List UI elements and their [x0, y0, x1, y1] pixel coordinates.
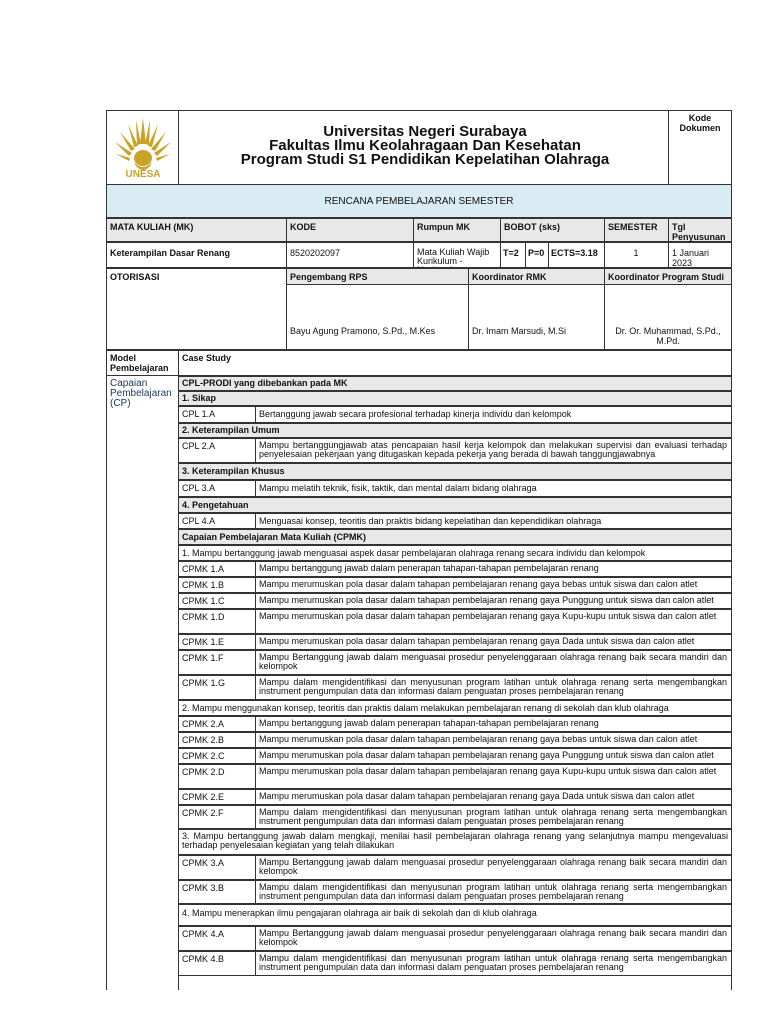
cpmk-text: Mampu merumuskan pola dasar dalam tahapan pembelajaran renang gaya Dada untuk siswa dan calon atlet: [259, 636, 695, 646]
cpmk-code: CPMK 1.E: [182, 637, 225, 647]
cp-label: Capaian Pembelajaran (CP): [110, 378, 172, 409]
cpmk-code-divider: [255, 609, 256, 634]
cpl4-text: Menguasai konsep, teoritis dan praktis bidang kepelatihan dan kependidikan olahraga: [259, 516, 602, 526]
model-value: Case Study: [182, 353, 232, 363]
cpmk-header: Capaian Pembelajaran Mata Kuliah (CPMK): [182, 532, 367, 542]
col-divider-kode: [286, 218, 287, 268]
rumpun-header: Rumpun MK: [417, 222, 470, 232]
cpmk-code-divider: [255, 716, 256, 732]
rps-title: RENCANA PEMBELAJARAN SEMESTER: [324, 196, 514, 207]
dev-label: Pengembang RPS: [290, 272, 368, 282]
course-name: Keterampilan Dasar Renang: [110, 248, 231, 258]
cpmk-text: Mampu merumuskan pola dasar dalam tahapan pembelajaran renang gaya Dada untuk siswa dan calon atlet: [259, 791, 695, 801]
cpmk-text: Mampu dalam mengidentifikasi dan menyusunan program latihan untuk olahraga renang serta mengembangkan instrument pengumpulan data dan informasi dalam penguatan proses pembelajaran renang: [259, 807, 727, 826]
prodi-label: Koordinator Program Studi: [608, 272, 725, 282]
col-divider-semester: [604, 218, 605, 268]
pengetahuan-row: [178, 497, 732, 513]
cpmk-code: CPMK 3.B: [182, 883, 225, 893]
cpmk-code-divider: [255, 805, 256, 829]
col-divider-tgl: [668, 218, 669, 268]
col-divider-p: [525, 242, 526, 268]
cpmk-code-divider: [255, 880, 256, 904]
bobot-t: T=2: [503, 248, 519, 258]
cpl1-code: CPL 1.A: [182, 409, 216, 419]
cpl2-text: Mampu bertanggungjawab atas pencapaian hasil kerja kelompok dan melakukan supervisi dan evaluasi terhadap penyelesaian pekerjaan yang ditugaskan kepada pekerja yang berada di bawah tanggungjawabnya: [259, 440, 727, 459]
cpmk-text: Mampu merumuskan pola dasar dalam tahapan pembelajaran renang gaya Punggung untuk siswa dan calon atlet: [259, 595, 714, 605]
university-name: Universitas Negeri Surabaya: [323, 123, 527, 140]
col-divider-bobot: [500, 218, 501, 268]
cpmk-code-divider: [255, 593, 256, 609]
cpmk-text: Mampu dalam mengidentifikasi dan menyusunan program latihan untuk olahraga renang serta mengembangkan instrument pengumpulan data dan informasi dalam penguatan proses pembelajaran renang: [259, 882, 727, 901]
authorization-label: OTORISASI: [110, 272, 160, 282]
cpmk-text: Mampu merumuskan pola dasar dalam tahapan pembelajaran renang gaya bebas untuk siswa dan calon atlet: [259, 579, 698, 589]
cpmk-code: CPMK 1.B: [182, 580, 225, 590]
header-divider-left: [178, 110, 179, 184]
cpmk-code-divider: [255, 634, 256, 650]
cpmk-code: CPMK 2.A: [182, 719, 225, 729]
sikap-row: [178, 391, 732, 406]
cpmk-code: CPMK 2.C: [182, 751, 225, 761]
course-code: 8520202097: [290, 248, 341, 258]
cpmk-code: CPMK 1.C: [182, 596, 225, 606]
kode-header: KODE: [290, 222, 317, 232]
bobot-header: BOBOT (sks): [504, 222, 561, 232]
cpmk-code-divider: [255, 926, 256, 951]
bobot-p: P=0: [528, 248, 545, 258]
coord-label: Koordinator RMK: [472, 272, 547, 282]
col-divider-rumpun: [413, 218, 414, 268]
cpmk-code-divider: [255, 764, 256, 789]
cpmk-code: CPMK 1.D: [182, 612, 225, 622]
cpmk-code-divider: [255, 650, 256, 675]
cpmk-text: Mampu merumuskan pola dasar dalam tahapan pembelajaran renang gaya Kupu-kupu untuk siswa dan calon atlet: [259, 766, 717, 776]
cpmk-code-divider: [255, 675, 256, 700]
cpl-code-divider: [255, 406, 256, 423]
cpmk-text: Mampu bertanggung jawab dalam penerapan tahapan-tahapan pembelajaran renang: [259, 563, 599, 573]
auth-divider-2: [468, 268, 469, 350]
bobot-ects: ECTS=3.18: [551, 248, 598, 258]
dev-name: Bayu Agung Pramono, S.Pd., M.Kes: [290, 326, 436, 336]
auth-divider-1: [286, 268, 287, 350]
cpmk-code: CPMK 1.F: [182, 653, 224, 663]
tgl-header: Tgl Penyusunan: [672, 222, 726, 242]
cpmk-code: CPMK 3.A: [182, 858, 225, 868]
cpl3-text: Mampu melatih teknik, fisik, taktik, dan mental dalam bidang olahraga: [259, 483, 537, 493]
cpmk-code: CPMK 2.D: [182, 767, 225, 777]
coord-name: Dr. Imam Marsudi, M.Si: [472, 326, 567, 336]
cpmk-text: Mampu merumuskan pola dasar dalam tahapan pembelajaran renang gaya Punggung untuk siswa dan calon atlet: [259, 750, 714, 760]
cpl1-text: Bertanggung jawab secara profesional terhadap kinerja individu dan kelompok: [259, 409, 572, 419]
course-semester: 1: [633, 248, 639, 258]
cpl-header: CPL-PRODI yang dibebankan pada MK: [182, 378, 348, 388]
cpmk-code-divider: [255, 789, 256, 805]
cpmk-code-divider: [255, 951, 256, 976]
cpmk-text: Mampu dalam mengidentifikasi dan menyusunan program latihan untuk olahraga renang serta mengembangkan instrument pengumpulan data dan informasi dalam penguatan proses pembelajaran renang: [259, 677, 727, 696]
prodi-name: Dr. Or. Muhammad, S.Pd., M.Pd.: [615, 326, 721, 346]
cpmk-code-divider: [255, 577, 256, 593]
cpmk-group-1: 1. Mampu bertanggung jawab menguasai aspek dasar pembelajaran olahraga renang secara individu dan kelompok: [182, 548, 646, 558]
cpl-code-divider: [255, 513, 256, 529]
umum-label: 2. Keterampilan Umum: [182, 425, 280, 435]
cpmk-code: CPMK 1.G: [182, 678, 226, 688]
cpl4-code: CPL 4.A: [182, 516, 216, 526]
logo-text: UNESA: [125, 169, 161, 180]
pengetahuan-label: 4. Pengetahuan: [182, 500, 249, 510]
faculty-name: Fakultas Ilmu Keolahragaan Dan Kesehatan: [269, 137, 581, 154]
cpmk-code: CPMK 2.B: [182, 735, 225, 745]
auth-divider-3: [604, 268, 605, 350]
cpmk-text: Mampu bertanggung jawab dalam penerapan tahapan-tahapan pembelajaran renang: [259, 718, 599, 728]
cpmk-group-4: 4. Mampu menerapkan ilmu pengajaran olahraga air baik di sekolah dan di klub olahraga: [182, 908, 537, 918]
cpmk-code-divider: [255, 748, 256, 764]
cpmk-code-divider: [255, 561, 256, 577]
course-rumpun: Mata Kuliah Wajib Kurikulum -: [417, 247, 490, 266]
cpmk-code-divider: [255, 732, 256, 748]
cpmk-code: CPMK 4.A: [182, 929, 225, 939]
semester-header: SEMESTER: [608, 222, 658, 232]
col-divider-ects: [548, 242, 549, 268]
cpmk-text: Mampu Bertanggung jawab dalam menguasai prosedur penyelenggaraan olahraga renang baik secara mandiri dan kelompok: [259, 928, 727, 947]
mk-header: MATA KULIAH (MK): [110, 222, 194, 232]
cpmk-code: CPMK 2.F: [182, 808, 224, 818]
unesa-logo: [110, 114, 176, 184]
cpmk-text: Mampu dalam mengidentifikasi dan menyusunan program latihan untuk olahraga renang serta mengembangkan instrument pengumpulan data dan informasi dalam penguatan proses pembelajaran renang: [259, 953, 727, 972]
sikap-label: 1. Sikap: [182, 393, 217, 403]
cpmk-text: Mampu merumuskan pola dasar dalam tahapan pembelajaran renang gaya bebas untuk siswa dan calon atlet: [259, 734, 698, 744]
cpmk-code: CPMK 1.A: [182, 564, 225, 574]
cpl2-code: CPL 2.A: [182, 441, 216, 451]
cpl3-code: CPL 3.A: [182, 483, 216, 493]
cpmk-text: Mampu Bertanggung jawab dalam menguasai prosedur penyelenggaraan olahraga renang baik secara mandiri dan kelompok: [259, 857, 727, 876]
cpmk-code: CPMK 4.B: [182, 954, 225, 964]
course-date: 1 Januari 2023: [672, 248, 710, 268]
cpmk-group-2: 2. Mampu menggunakan konsep, teoritis dan praktis dalam melakukan pembelajaran renang di sekolah dan klub olahraga: [182, 703, 669, 713]
cpmk-code: CPMK 2.E: [182, 792, 225, 802]
model-label: Model Pembelajaran: [110, 353, 169, 373]
cpmk-code-divider: [255, 855, 256, 880]
cpmk-text: Mampu Bertanggung jawab dalam menguasai prosedur penyelenggaraan olahraga renang baik secara mandiri dan kelompok: [259, 652, 727, 671]
cpl-code-divider: [255, 480, 256, 497]
cpl-code-divider: [255, 438, 256, 463]
cpmk-text: Mampu merumuskan pola dasar dalam tahapan pembelajaran renang gaya Kupu-kupu untuk siswa dan calon atlet: [259, 611, 717, 621]
khusus-label: 3. Keterampilan Khusus: [182, 466, 285, 476]
program-name: Program Studi S1 Pendidikan Kepelatihan Olahraga: [240, 151, 610, 168]
cpmk-group-3: 3. Mampu bertanggung jawab dalam mengkaji, menilai hasil pembelajaran olahraga renang yang selanjutnya mampu mengevaluasi terhadap penyelesaian kegiatan yang telah dilakukan: [182, 831, 728, 850]
doc-code-label: Kode Dokumen: [679, 113, 721, 133]
